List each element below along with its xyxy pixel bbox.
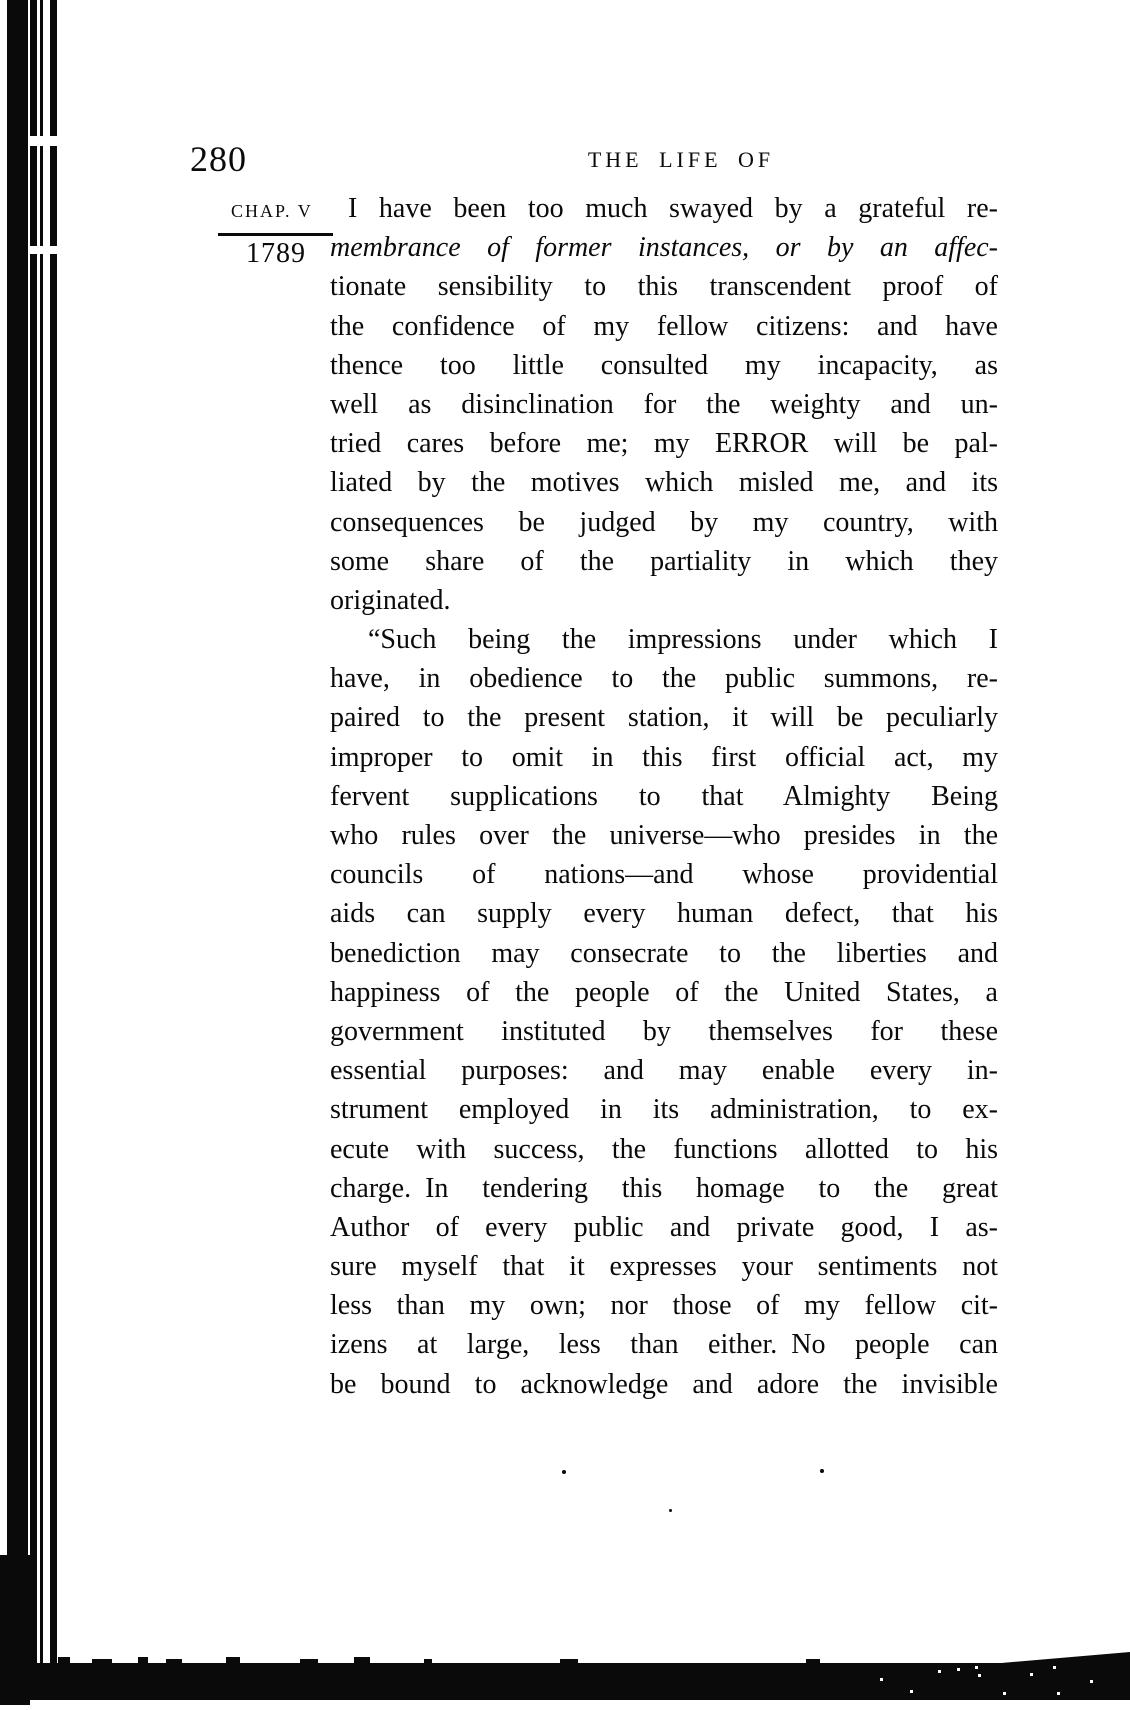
scan-band-noise xyxy=(975,1666,978,1669)
scan-white-gap xyxy=(37,1410,40,1470)
body-column xyxy=(330,189,998,1404)
text-line: membrance of former instances, or by an affec- xyxy=(330,232,998,264)
text-line: less than my own; nor those of my fellow cit- xyxy=(330,1290,998,1322)
text-line: essential purposes: and may enable every in- xyxy=(330,1055,998,1087)
text-line: who rules over the universe—who presides in the xyxy=(330,820,998,851)
scan-speck xyxy=(562,1470,566,1474)
text-line: well as disinclination for the weighty and un- xyxy=(330,388,998,420)
scan-binding-bar xyxy=(7,0,28,1700)
text-line: sure myself that it expresses your sentiments not xyxy=(330,1251,998,1283)
scan-band-noise xyxy=(957,1668,960,1671)
margin-rule xyxy=(218,233,333,236)
text-line: tionate sensibility to this transcendent proof of xyxy=(330,271,998,303)
text-line: liated by the motives which misled me, and its xyxy=(330,467,998,499)
scan-white-gap xyxy=(28,246,62,254)
text-line: be bound to acknowledge and adore the invisible xyxy=(330,1368,998,1400)
text-line: I have been too much swayed by a grateful re- xyxy=(348,193,998,224)
text-line: “Such being the impressions under which I xyxy=(368,624,998,656)
scan-band-noise xyxy=(1030,1673,1033,1676)
text-line: improper to omit in this first official act, my xyxy=(330,741,998,773)
text-line: aids can supply every human defect, that his xyxy=(330,898,998,930)
text-line: paired to the present station, it will be peculiarly xyxy=(330,702,998,734)
scan-band-noise xyxy=(978,1674,981,1677)
scan-band-tick xyxy=(806,1659,820,1665)
margin-chapter-label: CHAP. V xyxy=(231,201,313,221)
scan-band-noise xyxy=(1057,1692,1060,1695)
text-line: originated. xyxy=(330,584,451,616)
scan-band-tick xyxy=(354,1657,370,1663)
scan-band-noise xyxy=(938,1670,941,1673)
scan-band-tick xyxy=(300,1659,318,1665)
scan-band-noise xyxy=(1090,1680,1093,1683)
running-header: THE LIFE OF xyxy=(587,147,775,172)
text-line: fervent supplications to that Almighty Being xyxy=(330,780,998,812)
scan-band-tick xyxy=(92,1659,112,1665)
text-line: some share of the partiality in which they xyxy=(330,545,998,577)
scan-band-tick xyxy=(138,1657,148,1663)
text-line: happiness of the people of the United States, a xyxy=(330,976,998,1008)
text-line: ecute with success, the functions allotted to his xyxy=(330,1133,998,1165)
text-line: benediction may consecrate to the liberties and xyxy=(330,937,998,969)
text-line: charge. In tendering this homage to the great xyxy=(330,1172,998,1204)
page-number: 280 xyxy=(190,139,247,179)
text-line: councils of nations—and whose providential xyxy=(330,859,998,891)
text-line: strument employed in its administration, to ex- xyxy=(330,1094,998,1126)
scan-band-tick xyxy=(226,1657,240,1663)
text-line: consequences be judged by my country, with xyxy=(330,506,998,538)
text-line: izens at large, less than either. No people can xyxy=(330,1329,998,1361)
scan-band-tick xyxy=(58,1657,70,1663)
text-line: government instituted by themselves for these xyxy=(330,1015,998,1047)
text-line: Author of every public and private good, I as- xyxy=(330,1211,998,1243)
margin-year-label: 1789 xyxy=(246,238,306,269)
text-line: have, in obedience to the public summons, re- xyxy=(330,663,998,695)
scan-speck xyxy=(820,1469,824,1473)
scan-band-tick xyxy=(166,1659,182,1665)
scan-band-noise xyxy=(910,1690,913,1693)
text-line: tried cares before me; my ERROR will be pal- xyxy=(330,428,998,460)
scan-band-noise xyxy=(1003,1692,1006,1695)
scan-speck xyxy=(669,1509,672,1512)
scan-band-noise xyxy=(880,1678,883,1681)
scan-band-tick xyxy=(424,1659,432,1665)
scan-band-tick xyxy=(560,1659,578,1665)
text-line: the confidence of my fellow citizens: and have xyxy=(330,310,998,342)
text-line: thence too little consulted my incapacity, as xyxy=(330,349,998,381)
scan-band-noise xyxy=(1053,1666,1056,1669)
scan-white-gap xyxy=(28,136,62,146)
scan-bottom-band xyxy=(0,1663,1130,1700)
